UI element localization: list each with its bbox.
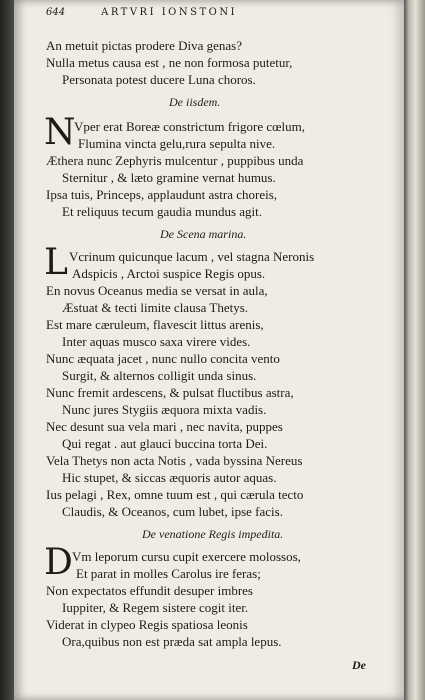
verse-line: Æstuat & tecti limite clausa Thetys. [62, 300, 249, 315]
verse-line: Qui regat . aut glauci buccina torta Dei. [62, 436, 268, 451]
verse-line: Adspicis , Arctoi suspice Regis opus. [72, 266, 266, 281]
verse-line: Et parat in molles Carolus ire feras; [76, 566, 261, 581]
running-head-title: ARTVRI IONSTONI [101, 7, 238, 18]
verse-line: En novus Oceanus media se versat in aula, [46, 283, 268, 298]
poem-heading: De Scena marina. [160, 227, 247, 241]
verse-line: Non expectatos effundit desuper imbres [46, 583, 253, 598]
verse-line: Nec desunt sua vela mari , nec navita, puppes [46, 419, 283, 434]
drop-cap: D [44, 542, 73, 583]
verse-line: Nunc jures Stygiis æquora mixta vadis. [62, 402, 267, 417]
verse-line: Et reliquus tecum gaudia mundus agit. [62, 204, 263, 219]
verse-line: Surgit, & alternos colligit unda sinus. [62, 368, 257, 383]
book-page [14, 0, 404, 700]
verse-line: Ora,quibus non est præda sat ampla lepus. [62, 634, 282, 649]
running-head [46, 7, 396, 18]
verse-line: An metuit pictas prodere Diva genas? [46, 38, 243, 53]
verse-line: Vper erat Boreæ constrictum frigore cœlum, [74, 119, 306, 134]
verse-line: Æthera nunc Zephyris mulcentur , puppibus unda [46, 153, 304, 168]
drop-cap: N [44, 112, 76, 153]
verse-line: Sternitur , & læto gramine vernat humus. [62, 170, 276, 185]
next-page-edge [404, 0, 425, 700]
verse-line: Nunc fremit ardescens, & pulsat fluctibus astra, [46, 385, 294, 400]
poem-heading: De venatione Regis impedita. [142, 527, 284, 541]
poem-heading: De iisdem. [169, 95, 221, 109]
verse-line: Iuppiter, & Regem sistere cogit iter. [62, 600, 249, 615]
verse-line: Claudis, & Oceanos, cum lubet, ipse facis. [62, 504, 283, 519]
verse-line: Inter aquas musco saxa virere vides. [62, 334, 251, 349]
verse-line: Vm leporum cursu cupit exercere molossos, [72, 549, 301, 564]
verse-line: Nulla metus causa est , ne non formosa putetur, [46, 55, 293, 70]
verse-line: Nunc æquata jacet , nunc nullo concita vento [46, 351, 280, 366]
page-number: 644 [46, 7, 66, 18]
verse-line: Ipsa tuis, Princeps, applaudunt astra choreis, [46, 187, 278, 202]
verse-line: Vcrinum quicunque lacum , vel stagna Neronis [69, 249, 315, 264]
verse-line: Flumina vincta gelu,rura sepulta nive. [78, 136, 276, 151]
verse-line: Personata potest ducere Luna choros. [62, 72, 256, 87]
verse-line: Est mare cæruleum, flavescit littus arenis, [46, 317, 264, 332]
catchword: De [352, 658, 366, 672]
drop-cap: L [44, 242, 68, 283]
verse-line: Ius pelagi , Rex, omne tuum est , qui cærula tecto [46, 487, 304, 502]
verse-line: Vela Thetys non acta Notis , vada byssina Nereus [46, 453, 303, 468]
verse-line: Viderat in clypeo Regis spatiosa leonis [46, 617, 248, 632]
verse-line: Hic stupet, & siccas æquoris autor aquas. [62, 470, 277, 485]
